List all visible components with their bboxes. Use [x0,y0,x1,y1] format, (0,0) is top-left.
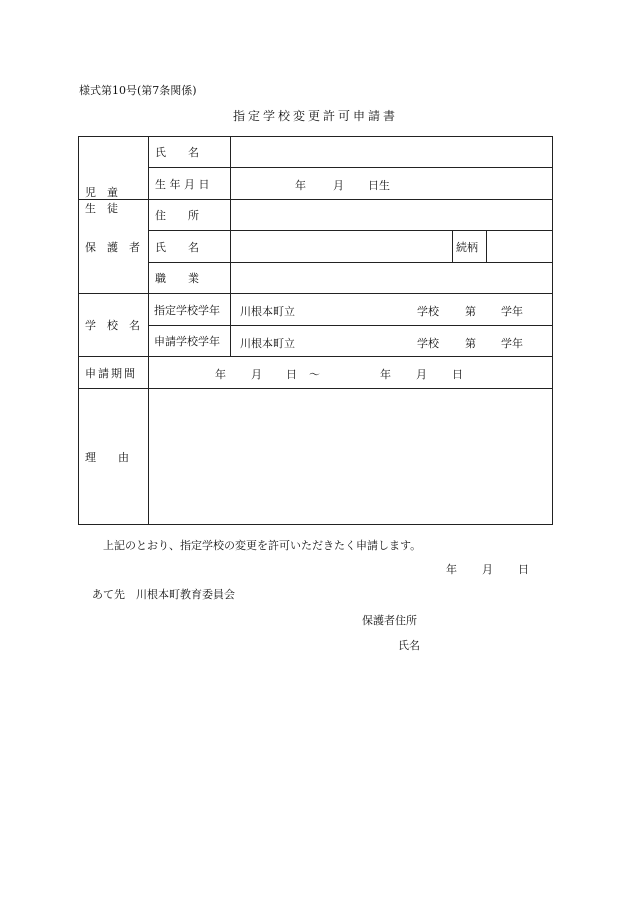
guardian-name-label: 氏 名 [155,240,199,254]
designated-grade-suffix: 学年 [501,305,523,318]
designated-school-suffix: 学校 [417,305,439,318]
guardian-name-label-cell [149,231,231,263]
requested-label-cell [149,326,231,357]
guardian-occupation-label-cell [149,263,231,294]
period-label: 申請期間 [85,366,137,380]
child-name-field[interactable] [231,137,553,168]
addressee: あて先 川根本町教育委員会 [92,588,235,601]
school-group-cell [79,294,149,357]
period-end-year: 年 [380,368,391,381]
child-name-label: 氏 名 [155,146,199,159]
birth-month: 月 [333,179,344,192]
period-label-cell [79,357,149,389]
reason-field[interactable] [149,389,553,525]
child-group-cell [79,137,149,215]
relation-field[interactable] [487,231,553,263]
child-label-top: 児 童 [85,186,118,199]
reason-label-cell [79,389,149,525]
signature-address-label: 保護者住所 [362,614,417,627]
guardian-occupation-label: 職 業 [155,272,199,285]
period-field[interactable] [149,357,553,389]
child-label-bottom: 生 徒 [85,202,118,215]
date-day: 日 [518,563,529,576]
period-end-day: 日 [452,368,463,381]
guardian-group-cell [79,200,149,294]
requested-town: 川根本町立 [240,337,295,350]
designated-label-cell [149,294,231,326]
designated-school-field[interactable] [231,294,553,326]
child-name-label-cell [149,137,231,168]
designated-grade-prefix: 第 [465,305,476,318]
period-start-year: 年 [215,368,226,381]
designated-town: 川根本町立 [240,305,295,318]
requested-grade-prefix: 第 [465,337,476,350]
period-tilde: ～ [309,368,320,381]
relation-label-cell [453,231,487,263]
requested-grade-suffix: 学年 [501,337,523,350]
statement: 上記のとおり、指定学校の変更を許可いただきたく申請します。 [103,539,422,552]
relation-label: 続柄 [456,240,478,254]
guardian-name-field[interactable] [231,231,453,263]
signature-name-label: 氏名 [398,639,420,652]
guardian-address-label-cell [149,200,231,231]
period-start-day: 日 [286,368,297,381]
guardian-address-field[interactable] [231,200,553,231]
child-birth-label-cell [149,168,231,200]
date-year: 年 [446,563,457,576]
school-label: 学 校 名 [85,319,140,332]
application-table [78,136,553,525]
requested-school-suffix: 学校 [417,337,439,350]
period-end-month: 月 [416,368,427,381]
form-number: 様式第10号(第7条関係) [79,84,197,97]
designated-school-label: 指定学校学年 [154,303,220,317]
period-start-month: 月 [251,368,262,381]
birth-year: 年 [295,179,306,192]
requested-school-field[interactable] [231,326,553,357]
requested-school-label: 申請学校学年 [154,335,220,348]
reason-label: 理 由 [85,450,129,464]
guardian-occupation-field[interactable] [231,263,553,294]
date-month: 月 [482,563,493,576]
form-title: 指定学校変更許可申請書 [233,109,399,123]
birth-day: 日生 [368,179,390,192]
guardian-address-label: 住 所 [155,209,199,222]
child-birth-field[interactable] [231,168,553,200]
child-birth-label: 生 年 月 日 [155,177,210,191]
guardian-label: 保 護 者 [85,240,140,254]
